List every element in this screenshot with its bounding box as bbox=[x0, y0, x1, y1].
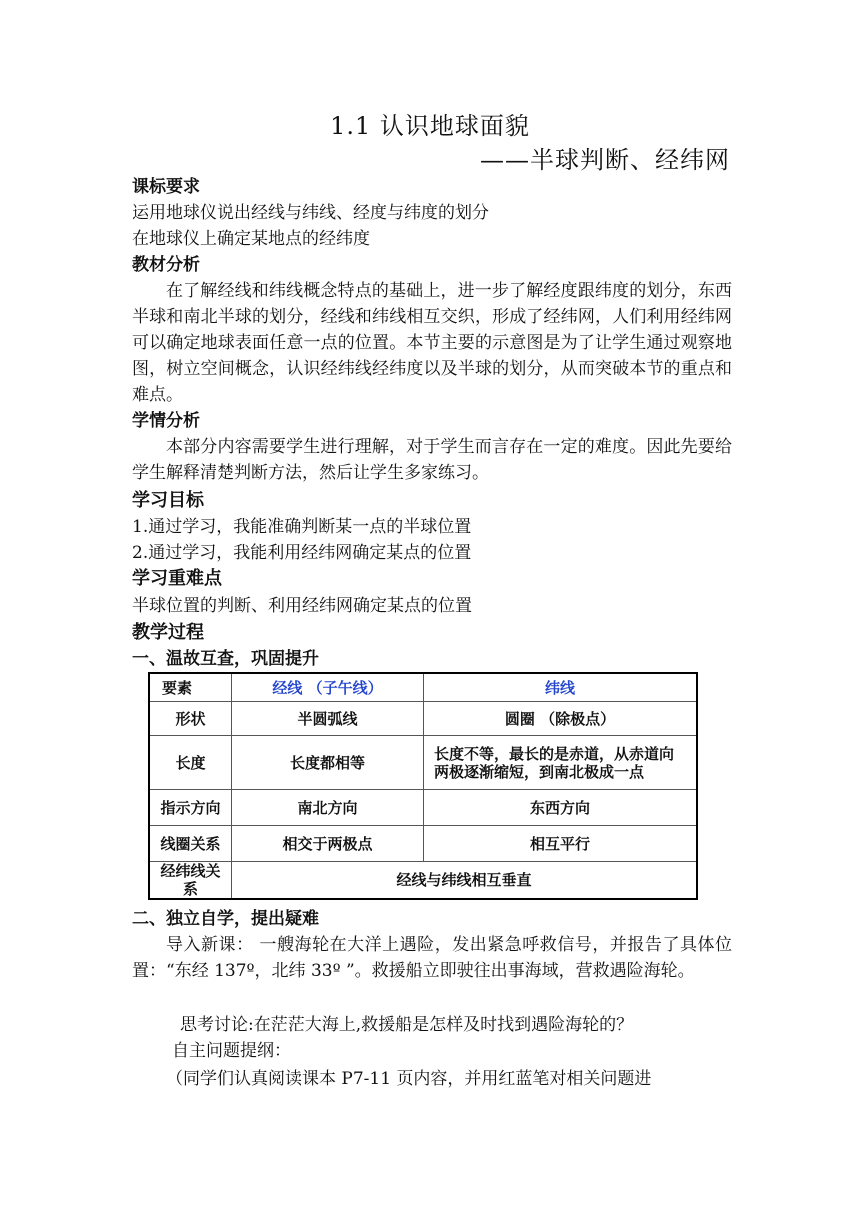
table-cell: 经纬线关系 bbox=[150, 862, 232, 898]
table-cell: 相交于两极点 bbox=[232, 826, 424, 861]
table-cell: 圆圈 （除极点） bbox=[504, 709, 616, 728]
goal-2: 2.通过学习，我能利用经纬网确定某点的位置 bbox=[132, 543, 472, 563]
process-heading: 教学过程 bbox=[132, 622, 204, 643]
student-heading: 学情分析 bbox=[132, 411, 200, 431]
curriculum-line-1: 运用地球仪说出经线与纬线、经度与纬度的划分 bbox=[132, 203, 489, 223]
goal-1: 1.通过学习，我能准确判断某一点的半球位置 bbox=[132, 517, 472, 537]
table-row bbox=[150, 826, 696, 862]
table-row bbox=[150, 736, 696, 790]
outline-line: （同学们认真阅读课本 P7-11 页内容，并用红蓝笔对相关问题进 bbox=[166, 1069, 652, 1089]
table-cell: 形状 bbox=[150, 702, 232, 735]
table-header-cell: 纬线 bbox=[544, 678, 575, 697]
student-paragraph: 本部分内容需要学生进行理解，对于学生而言存在一定的难度。因此先要给学生解释清楚判断方法，然后让学生多家练习。 bbox=[132, 437, 732, 483]
table-cell: 长度 bbox=[150, 736, 232, 789]
intro-paragraph: 导入新课： 一艘海轮在大洋上遇险，发出紧急呼救信号，并报告了具体位置：“东经 137º，北纬 33º ”。救援船立即驶往出事海域，营救遇险海轮。 bbox=[132, 935, 732, 981]
step-1-heading: 一、温故互查，巩固提升 bbox=[132, 649, 319, 669]
outline-heading: 自主问题提纲： bbox=[172, 1041, 291, 1061]
table-cell: 南北方向 bbox=[232, 790, 424, 825]
comparison-table bbox=[148, 672, 698, 900]
table-row bbox=[150, 702, 696, 736]
textbook-heading: 教材分析 bbox=[132, 255, 200, 275]
table-cell: 长度都相等 bbox=[232, 736, 424, 789]
table-cell: 东西方向 bbox=[529, 798, 590, 817]
goals-heading: 学习目标 bbox=[132, 490, 204, 511]
table-header-cell: 经线 （子午线） bbox=[232, 674, 424, 701]
table-cell: 经线与纬线相互垂直 bbox=[396, 871, 532, 889]
table-cell: 指示方向 bbox=[150, 790, 232, 825]
table-row bbox=[150, 790, 696, 826]
table-cell: 长度不等，最长的是赤道，从赤道向两极逐渐缩短，到南北极成一点 bbox=[434, 744, 675, 781]
discussion-line: 思考讨论:在茫茫大海上,救援船是怎样及时找到遇险海轮的？ bbox=[180, 1015, 634, 1035]
table-cell: 相互平行 bbox=[529, 834, 590, 853]
table-header-cell: 要素 bbox=[150, 674, 232, 701]
curriculum-heading: 课标要求 bbox=[132, 177, 200, 197]
curriculum-line-2: 在地球仪上确定某地点的经纬度 bbox=[132, 229, 370, 249]
table-cell: 线圈关系 bbox=[150, 826, 232, 861]
textbook-paragraph: 在了解经线和纬线概念特点的基础上，进一步了解经度跟纬度的划分，东西半球和南北半球的划分，经线和纬线相互交织，形成了经纬网，人们利用经纬网可以确定地球表面任意一点的位置。本节主要的示意图是为了让学生通过观察地图，树立空间概念，认识经纬线经纬度以及半球的划分，从而突破本节的重点和难点。 bbox=[132, 281, 732, 405]
table-cell: 半圆弧线 bbox=[232, 702, 424, 735]
table-header-row bbox=[150, 674, 696, 702]
table-row bbox=[150, 862, 696, 898]
page-title: 1.1 认识地球面貌 bbox=[330, 112, 530, 140]
page-subtitle: ——半球判断、经纬网 bbox=[480, 146, 730, 174]
key-heading: 学习重难点 bbox=[132, 568, 222, 589]
step-2-heading: 二、独立自学，提出疑难 bbox=[132, 909, 319, 929]
key-line: 半球位置的判断、利用经纬网确定某点的位置 bbox=[132, 596, 472, 616]
